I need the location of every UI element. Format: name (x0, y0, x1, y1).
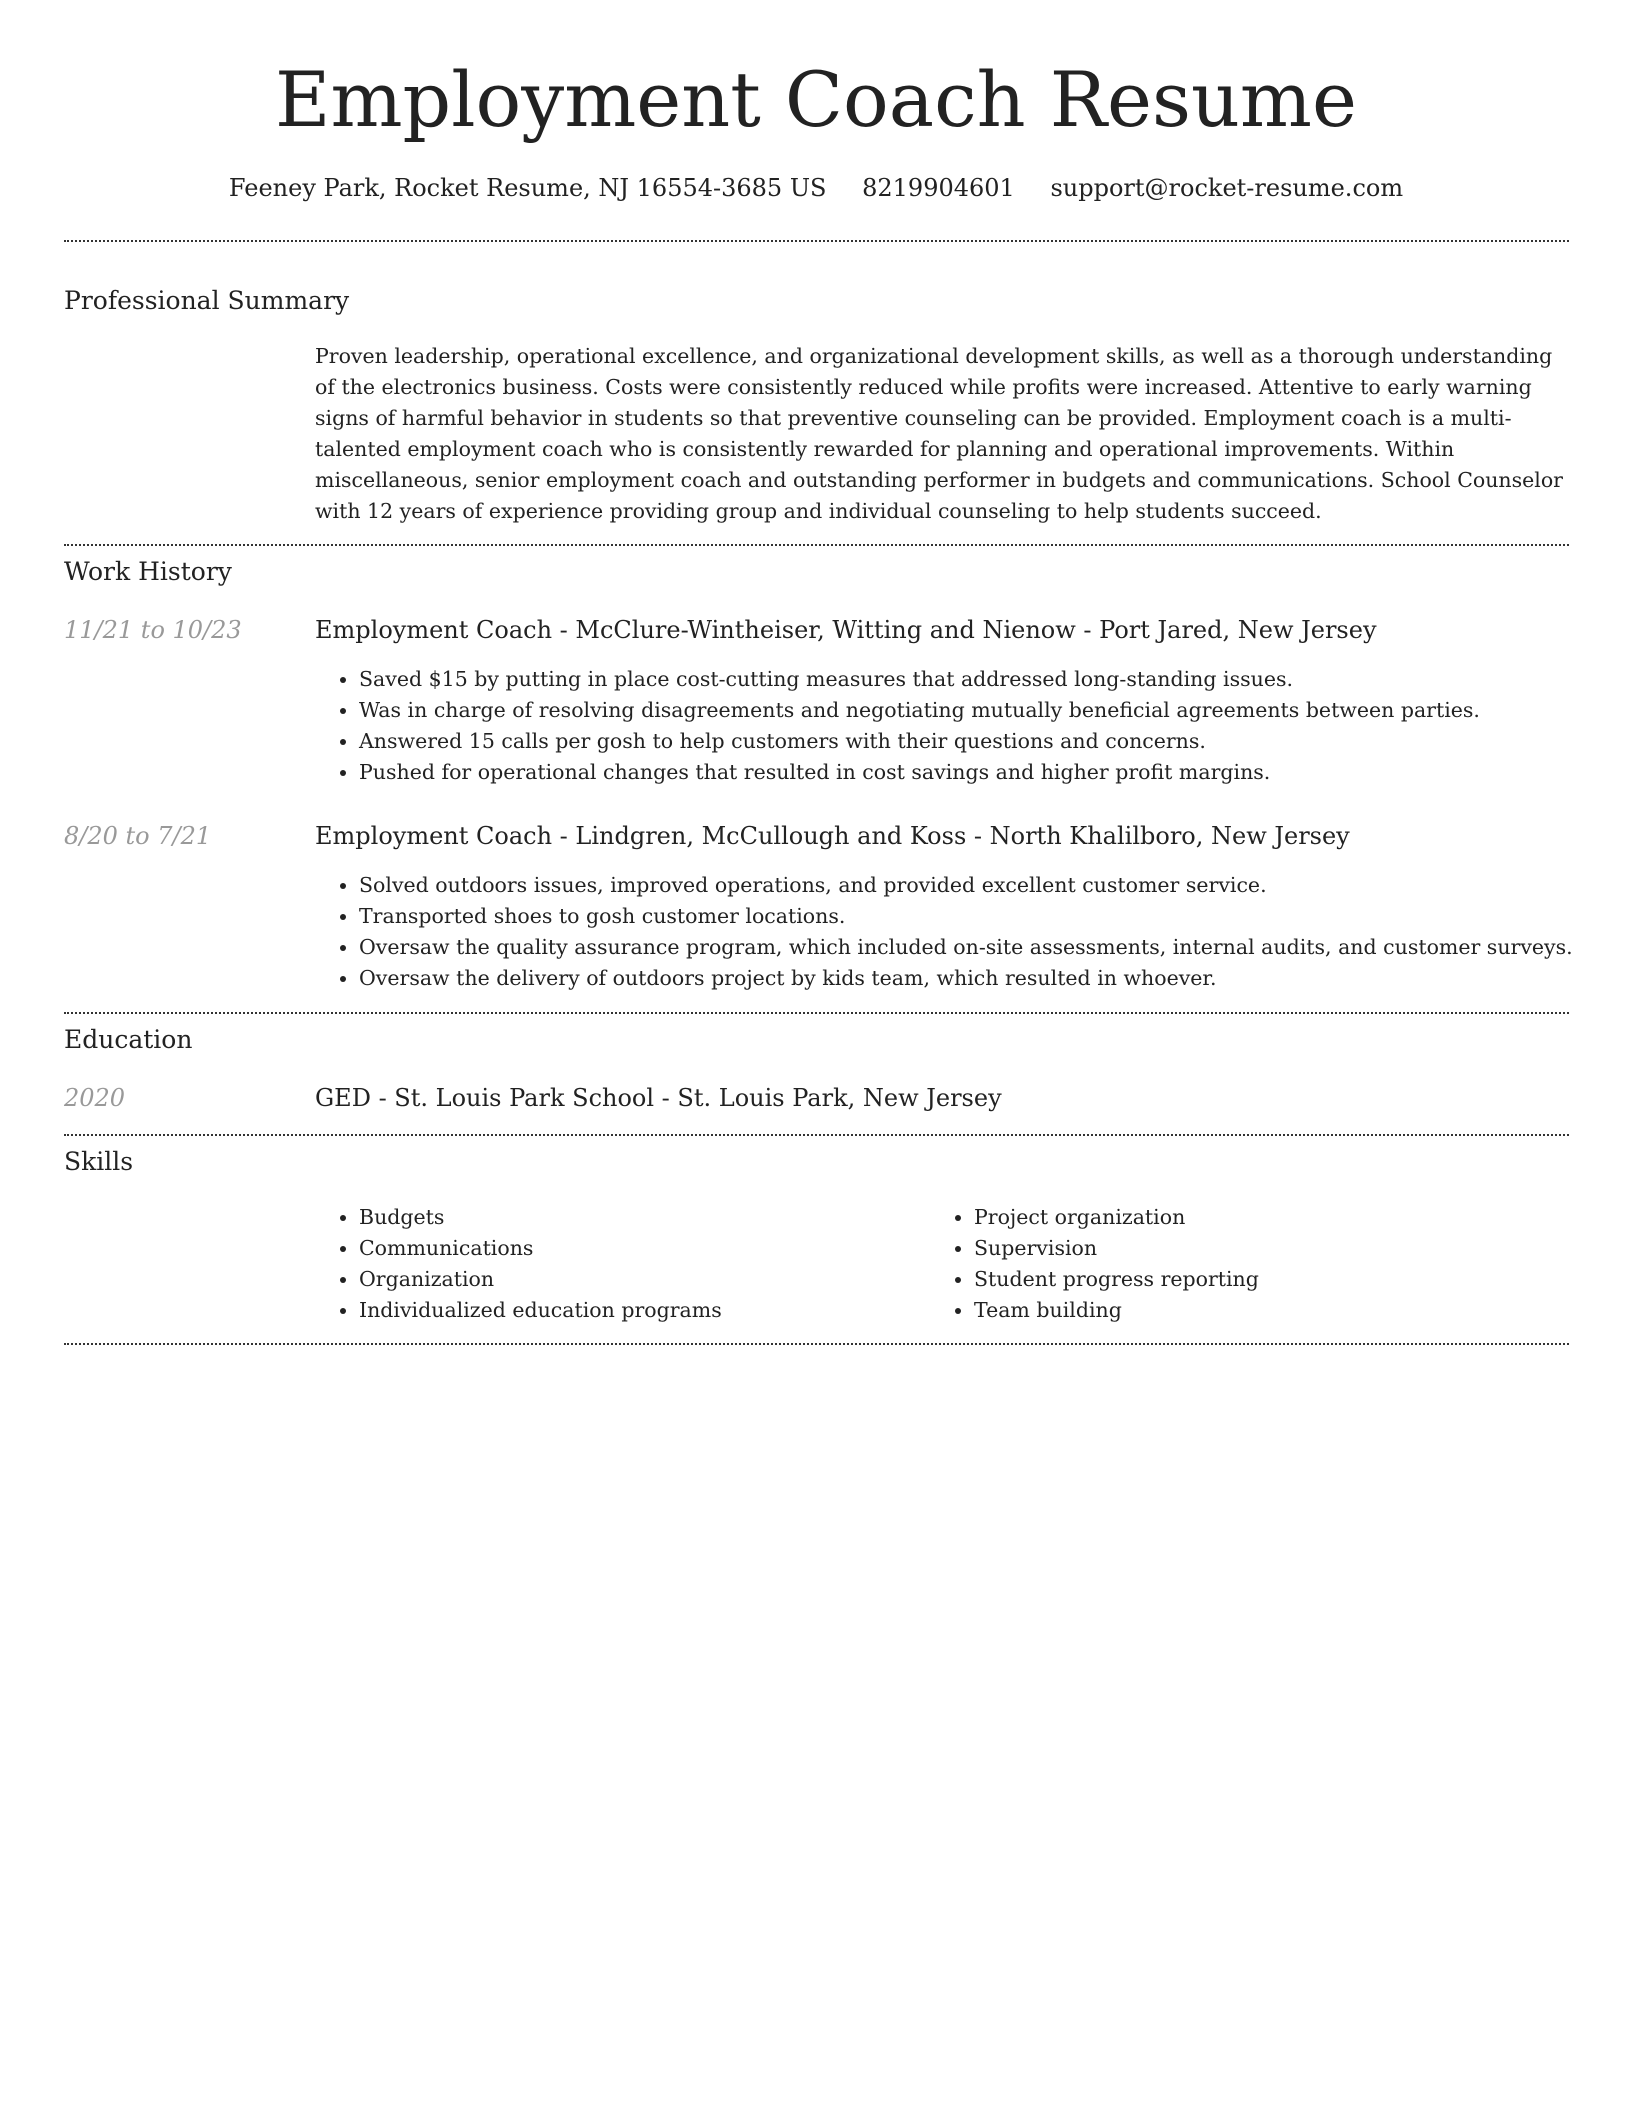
education-year: 2020 (64, 1084, 126, 1112)
list-item: • Communications (359, 1233, 929, 1264)
list-item: • Pushed for operational changes that resulted in cost savings and higher profit margins. (359, 757, 1615, 788)
list-item: • Was in charge of resolving disagreements and negotiating mutually beneficial agreements between parties. (359, 695, 1615, 726)
list-item: • Transported shoes to gosh customer locations. (359, 901, 1615, 932)
list-item: • Student progress reporting (974, 1264, 1574, 1295)
page-title: Employment Coach Resume (275, 55, 1357, 144)
divider (64, 1134, 1569, 1136)
job-dates: 8/20 to 7/21 (64, 822, 212, 850)
section-title-education: Education (64, 1025, 193, 1054)
job-dates: 11/21 to 10/23 (64, 616, 242, 644)
contact-address: Feeney Park, Rocket Resume, NJ 16554-3685 US (228, 174, 827, 202)
list-item: • Oversaw the quality assurance program, which included on-site assessments, internal audits, and customer surveys. (359, 932, 1615, 963)
job-heading: Employment Coach - Lindgren, McCullough and Koss - North Khalilboro, New Jersey (315, 822, 1350, 850)
list-item: • Budgets (359, 1202, 929, 1233)
education-entry: GED - St. Louis Park School - St. Louis Park, New Jersey (315, 1084, 1002, 1112)
section-title-work: Work History (64, 557, 232, 586)
divider (64, 1012, 1569, 1014)
contact-phone: 8219904601 (862, 174, 1015, 202)
job-bullets (315, 870, 1615, 994)
job-bullets (315, 664, 1615, 788)
list-item: • Team building (974, 1295, 1574, 1326)
contact-line (0, 172, 1632, 204)
skills-list-left (315, 1202, 929, 1326)
divider (64, 544, 1569, 546)
list-item: • Project organization (974, 1202, 1574, 1233)
section-title-summary: Professional Summary (64, 286, 350, 315)
summary-text: Proven leadership, operational excellence, and organizational development skills, as well as a thorough understanding of the electronics business. Costs were consistently reduced while profits were increased. Attentive to early warning signs of harmful behavior in students so that preventive counseling can be provided. Employment coach is a multi-talented employment coach who is consistently rewarded for planning and operational improvements. Within miscellaneous, senior employment coach and outstanding performer in budgets and communications. School Counselor with 12 years of experience providing group and individual counseling to help students succeed. (315, 344, 1563, 523)
list-item: • Oversaw the delivery of outdoors project by kids team, which resulted in whoever. (359, 963, 1615, 994)
section-title-skills: Skills (64, 1147, 134, 1176)
list-item: • Saved $15 by putting in place cost-cutting measures that addressed long-standing issues. (359, 664, 1615, 695)
contact-email: support@rocket-resume.com (1050, 174, 1404, 202)
job-heading: Employment Coach - McClure-Wintheiser, Witting and Nienow - Port Jared, New Jersey (315, 616, 1377, 644)
list-item: • Answered 15 calls per gosh to help customers with their questions and concerns. (359, 726, 1615, 757)
resume-header (0, 0, 1632, 204)
list-item: • Organization (359, 1264, 929, 1295)
skills-list-right (930, 1202, 1574, 1326)
list-item: • Supervision (974, 1233, 1574, 1264)
divider (64, 240, 1569, 242)
list-item: • Solved outdoors issues, improved operations, and provided excellent customer service. (359, 870, 1615, 901)
list-item: • Individualized education programs (359, 1295, 929, 1326)
divider (64, 1343, 1569, 1345)
